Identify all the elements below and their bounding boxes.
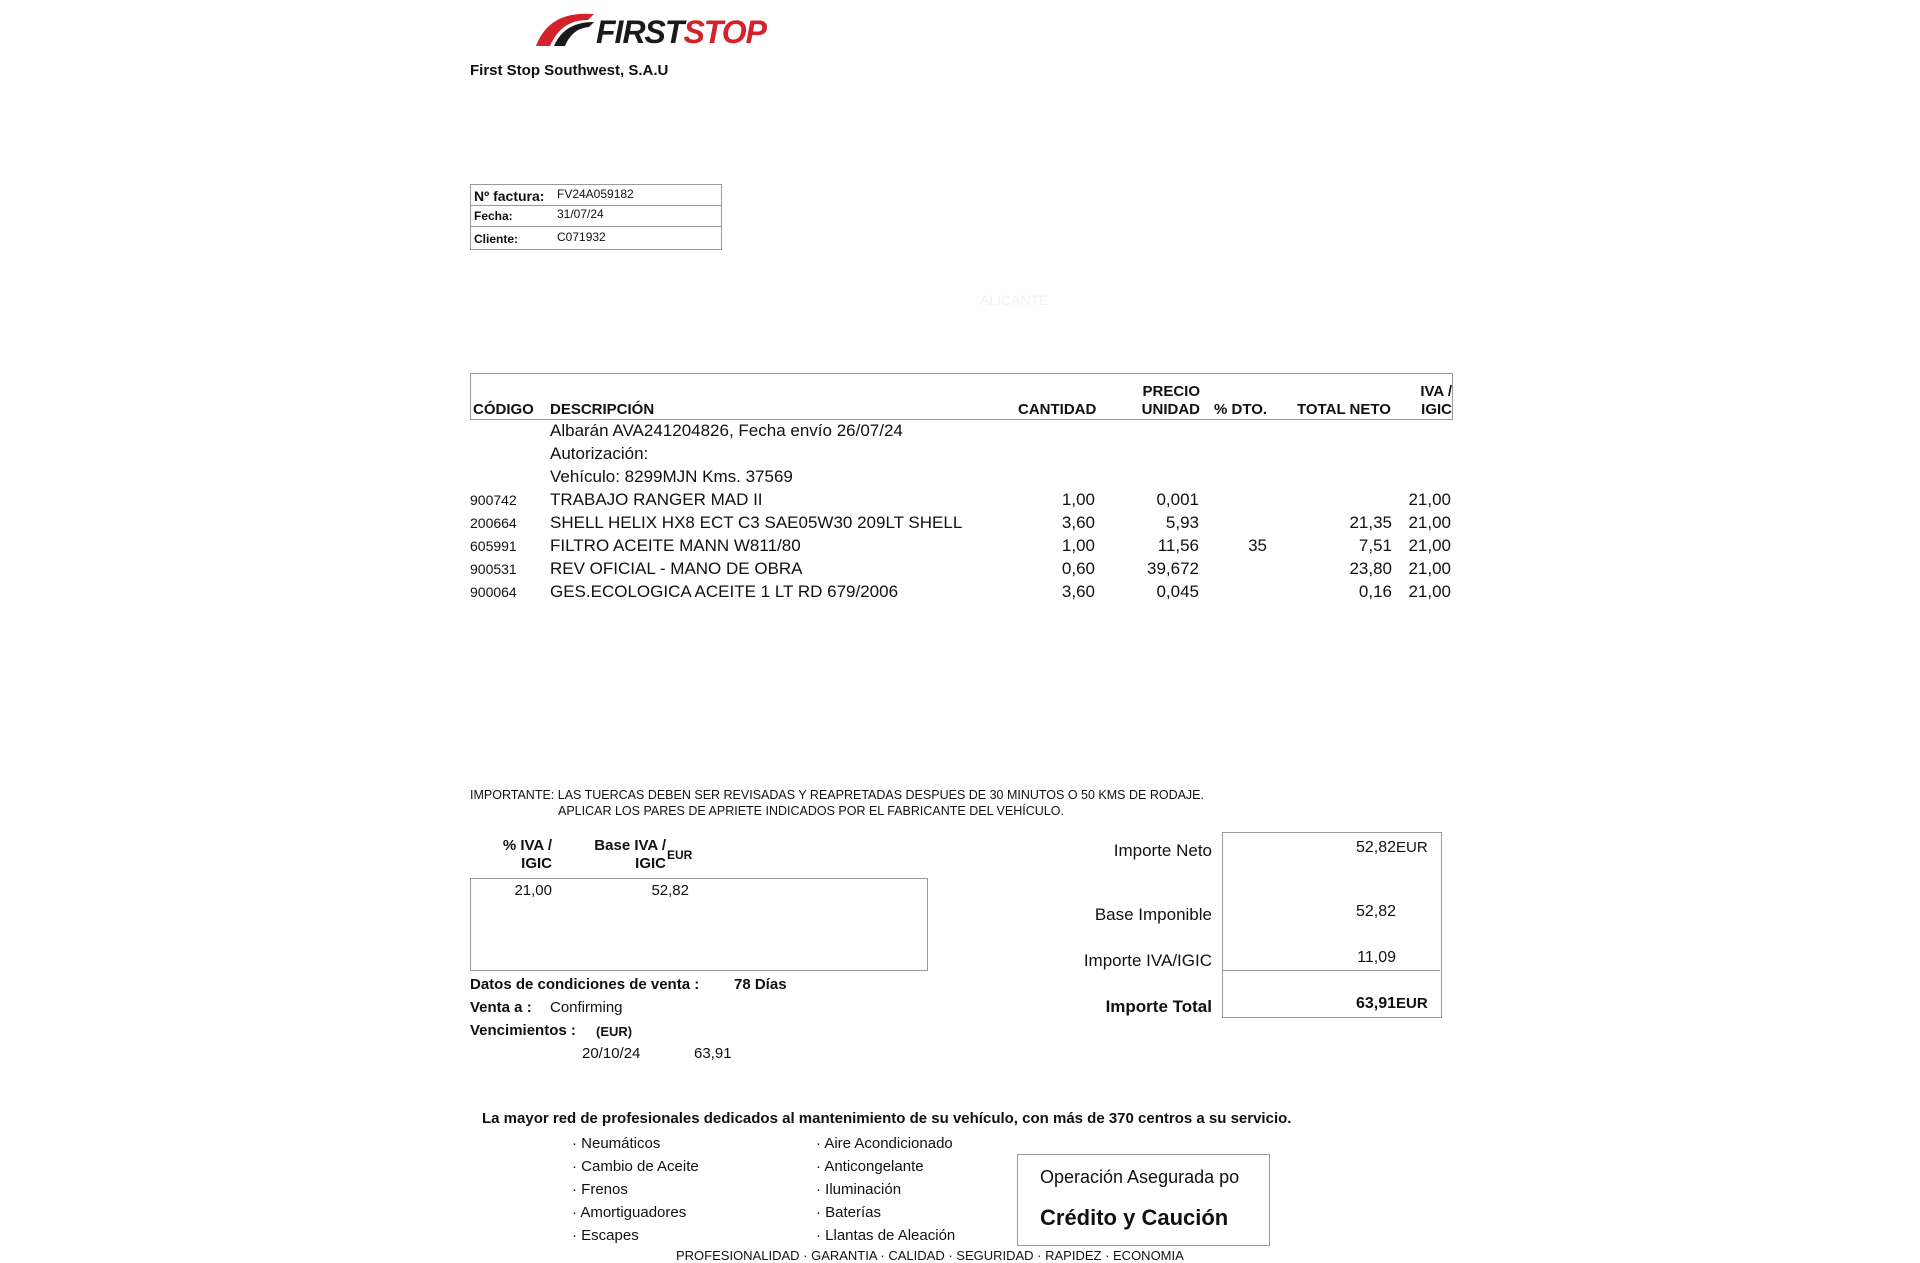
totals-divider (1222, 970, 1440, 971)
note-authorization: Autorización: (550, 444, 649, 463)
vat-pct-header-2: IGIC (521, 855, 552, 872)
firststop-logo (532, 6, 766, 50)
service-item: · Neumáticos (572, 1135, 661, 1152)
conditions-value: 78 Días (734, 976, 787, 993)
row-description: TRABAJO RANGER MAD II (550, 490, 763, 509)
header-unit-price-2: UNIDAD (1141, 401, 1200, 418)
header-description: DESCRIPCIÓN (550, 401, 655, 418)
logo-text: FIRSTSTOP (596, 14, 766, 50)
service-item: · Amortiguadores (572, 1204, 687, 1221)
insured-operation-box (1017, 1154, 1270, 1246)
row-code: 900531 (470, 561, 517, 577)
important-line-2: APLICAR LOS PARES DE APRIETE INDICADOS POR EL FABRICANTE DEL VEHÍCULO. (558, 804, 1064, 818)
row-net-total: 0,16 (1358, 582, 1392, 601)
vat-currency: EUR (667, 848, 693, 862)
row-quantity: 1,00 (1061, 490, 1095, 509)
total-amount-currency: EUR (1396, 995, 1428, 1012)
sale-label: Venta a : (470, 999, 532, 1016)
header-vat-2: IGIC (1421, 401, 1452, 418)
header-unit-price-1: PRECIO (1142, 383, 1200, 400)
row-unit-price: 5,93 (1165, 513, 1199, 532)
invoice-number: FV24A059182 (557, 187, 634, 201)
insured-line-2: Crédito y Caución (1040, 1205, 1229, 1230)
total-amount-value: 63,91 (1355, 995, 1396, 1012)
service-item: · Cambio de Aceite (572, 1158, 699, 1175)
watermark-text: ALICANTE (980, 292, 1049, 308)
row-vat: 21,00 (1408, 490, 1451, 509)
invoice-client-row (471, 226, 721, 248)
row-net-total: 23,80 (1349, 559, 1392, 578)
service-item: · Escapes (572, 1227, 639, 1244)
invoice-date: 31/07/24 (557, 207, 604, 221)
company-name: First Stop Southwest, S.A.U (470, 62, 669, 79)
due-label: Vencimientos : (470, 1022, 576, 1039)
row-description: SHELL HELIX HX8 ECT C3 SAE05W30 209LT SHELL (550, 513, 963, 532)
row-vat: 21,00 (1408, 536, 1451, 555)
row-unit-price: 0,001 (1156, 490, 1199, 509)
header-net-total: TOTAL NETO (1297, 401, 1391, 418)
row-unit-price: 39,672 (1147, 559, 1199, 578)
service-item: · Frenos (572, 1181, 628, 1198)
row-unit-price: 0,045 (1156, 582, 1199, 601)
vat-base-value: 52,82 (651, 882, 689, 899)
invoice-date-row (471, 205, 721, 227)
net-amount-currency: EUR (1396, 839, 1428, 856)
row-quantity: 3,60 (1061, 513, 1095, 532)
row-net-total: 21,35 (1349, 513, 1392, 532)
vat-base-header-2: IGIC (635, 855, 666, 872)
row-vat: 21,00 (1408, 582, 1451, 601)
important-note (470, 787, 1204, 819)
totals-box (1222, 832, 1442, 1018)
vat-pct-value: 21,00 (514, 882, 552, 899)
service-item: · Llantas de Aleación (816, 1227, 956, 1244)
invoice-date-label: Fecha: (474, 209, 513, 223)
row-vat: 21,00 (1408, 513, 1451, 532)
row-quantity: 3,60 (1061, 582, 1095, 601)
taxable-base-value: 52,82 (1355, 903, 1396, 920)
sale-value: Confirming (550, 999, 623, 1016)
net-amount-value: 52,82 (1355, 839, 1396, 856)
service-item: · Baterías (816, 1204, 882, 1221)
total-amount-label: Importe Total (1105, 997, 1212, 1016)
insured-line-1: Operación Asegurada po (1040, 1167, 1240, 1187)
vat-pct-header-1: % IVA / (502, 837, 552, 854)
important-line-1: IMPORTANTE: LAS TUERCAS DEBEN SER REVISADAS Y REAPRETADAS DESPUES DE 30 MINUTOS O 50 KMS DE RODAJE. (470, 788, 1204, 802)
note-vehicle: Vehículo: 8299MJN Kms. 37569 (550, 467, 793, 486)
due-currency: (EUR) (596, 1024, 633, 1039)
row-code: 900742 (470, 492, 517, 508)
service-item: · Aire Acondicionado (816, 1135, 953, 1152)
vat-amount-label: Importe IVA/IGIC (1083, 951, 1212, 970)
invoice-number-row (471, 185, 721, 206)
invoice-info-box (470, 184, 722, 250)
invoice-number-label: Nº factura: (474, 188, 545, 204)
service-item: · Anticongelante (816, 1158, 924, 1175)
row-quantity: 0,60 (1061, 559, 1095, 578)
note-delivery: Albarán AVA241204826, Fecha envío 26/07/24 (550, 421, 903, 440)
header-quantity: CANTIDAD (1018, 401, 1097, 418)
row-description: GES.ECOLOGICA ACEITE 1 LT RD 679/2006 (550, 582, 899, 601)
vat-amount-value: 11,09 (1357, 949, 1396, 966)
row-quantity: 1,00 (1061, 536, 1095, 555)
conditions-label: Datos de condiciones de venta : (470, 976, 700, 993)
row-discount: 35 (1248, 536, 1267, 555)
footer-slogan: La mayor red de profesionales dedicados al mantenimiento de su vehículo, con más de 370 centros a su servicio. (482, 1110, 1292, 1127)
net-amount-label: Importe Neto (1113, 841, 1212, 860)
due-amount: 63,91 (694, 1045, 732, 1062)
due-date: 20/10/24 (582, 1045, 641, 1062)
row-vat: 21,00 (1408, 559, 1451, 578)
row-description: REV OFICIAL - MANO DE OBRA (550, 559, 803, 578)
row-code: 605991 (470, 538, 517, 554)
header-code: CÓDIGO (473, 401, 534, 418)
header-vat-1: IVA / (1420, 383, 1452, 400)
invoice-client: C071932 (557, 230, 606, 244)
vat-base-header-1: Base IVA / (594, 837, 666, 854)
row-net-total: 7,51 (1358, 536, 1392, 555)
row-unit-price: 11,56 (1157, 536, 1199, 555)
row-description: FILTRO ACEITE MANN W811/80 (550, 536, 801, 555)
header-discount: % DTO. (1214, 401, 1268, 418)
row-code: 200664 (470, 515, 517, 531)
footer-values: PROFESIONALIDAD · GARANTIA · CALIDAD · SEGURIDAD · RAPIDEZ · ECONOMIA (676, 1248, 1184, 1263)
invoice-client-label: Cliente: (474, 232, 519, 246)
service-item: · Iluminación (816, 1181, 902, 1198)
row-code: 900064 (470, 584, 517, 600)
taxable-base-label: Base Imponible (1094, 905, 1212, 924)
